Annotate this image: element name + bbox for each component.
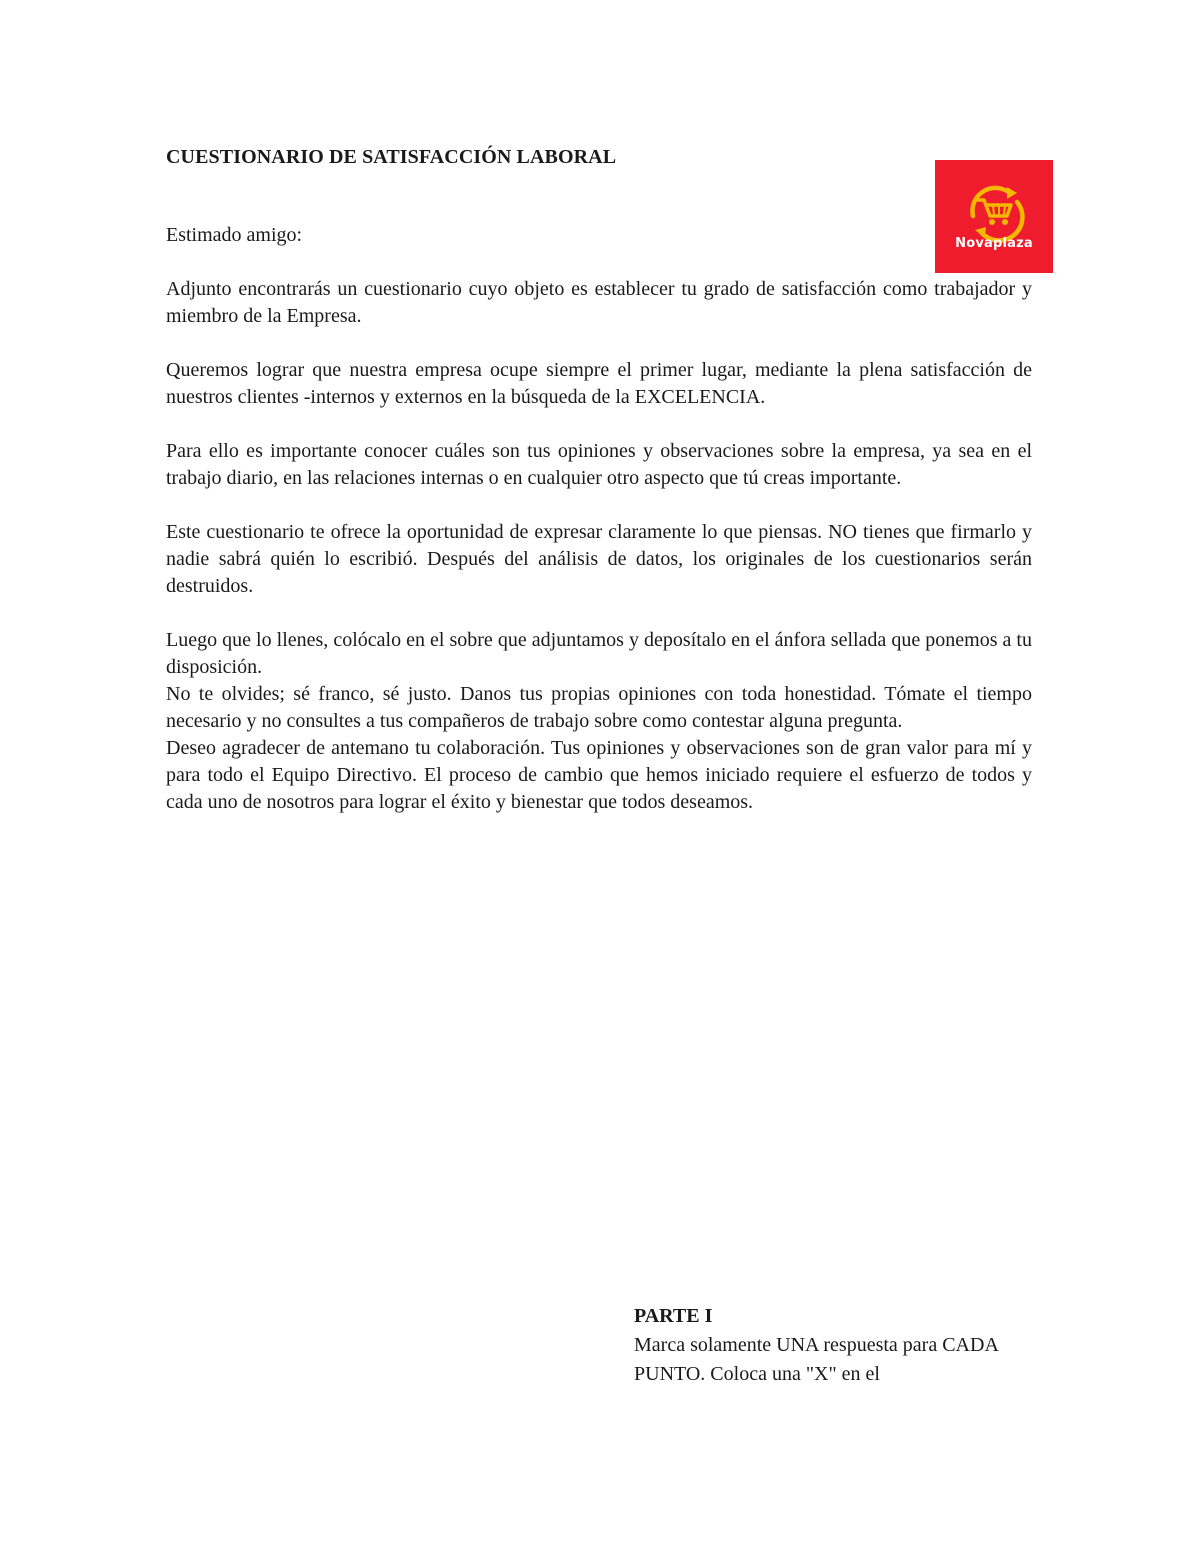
- paragraph-instructions: Luego que lo llenes, colócalo en el sobre que adjuntamos y deposítalo en el ánfora sellada que ponemos a tu disposición.: [166, 629, 1032, 678]
- paragraph-anonymity: Este cuestionario te ofrece la oportunidad de expresar claramente lo que piensas. NO tienes que firmarlo y nadie sabrá quién lo escribió. Después del análisis de datos, los originales de los cuestionarios serán destruidos.: [166, 521, 1032, 597]
- part-title: PARTE I: [634, 1305, 713, 1327]
- paragraph-intro: Adjunto encontrarás un cuestionario cuyo objeto es establecer tu grado de satisfacción como trabajador y miembro de la Empresa.: [166, 278, 1032, 327]
- paragraph-thanks: Deseo agradecer de antemano tu colaboración. Tus opiniones y observaciones son de gran valor para mí y para todo el Equipo Directivo. El proceso de cambio que hemos iniciado requiere el esfuerzo de todos y cada uno de nosotros para lograr el éxito y bienestar que todos deseamos.: [166, 737, 1032, 813]
- paragraph-opinions: Para ello es importante conocer cuáles son tus opiniones y observaciones sobre la empresa, ya sea en el trabajo diario, en las relaciones internas o en cualquier otro aspecto que tú creas importante.: [166, 440, 1032, 489]
- paragraph-goal: Queremos lograr que nuestra empresa ocupe siempre el primer lugar, mediante la plena satisfacción de nuestros clientes -internos y externos en la búsqueda de la EXCELENCIA.: [166, 359, 1032, 408]
- letter-body: [166, 222, 1032, 816]
- part-one-section: [634, 1302, 1014, 1389]
- logo-brand-text: Novaplaza: [955, 236, 1033, 251]
- paragraph-honesty: No te olvides; sé franco, sé justo. Danos tus propias opiniones con toda honestidad. Tómate el tiempo necesario y no consultes a tus compañeros de trabajo sobre como contestar alguna pregunta.: [166, 683, 1032, 732]
- greeting: Estimado amigo:: [166, 224, 303, 246]
- document-title: CUESTIONARIO DE SATISFACCIÓN LABORAL: [166, 146, 617, 168]
- part-instructions: Marca solamente UNA respuesta para CADA PUNTO. Coloca una "X" en el: [634, 1334, 998, 1385]
